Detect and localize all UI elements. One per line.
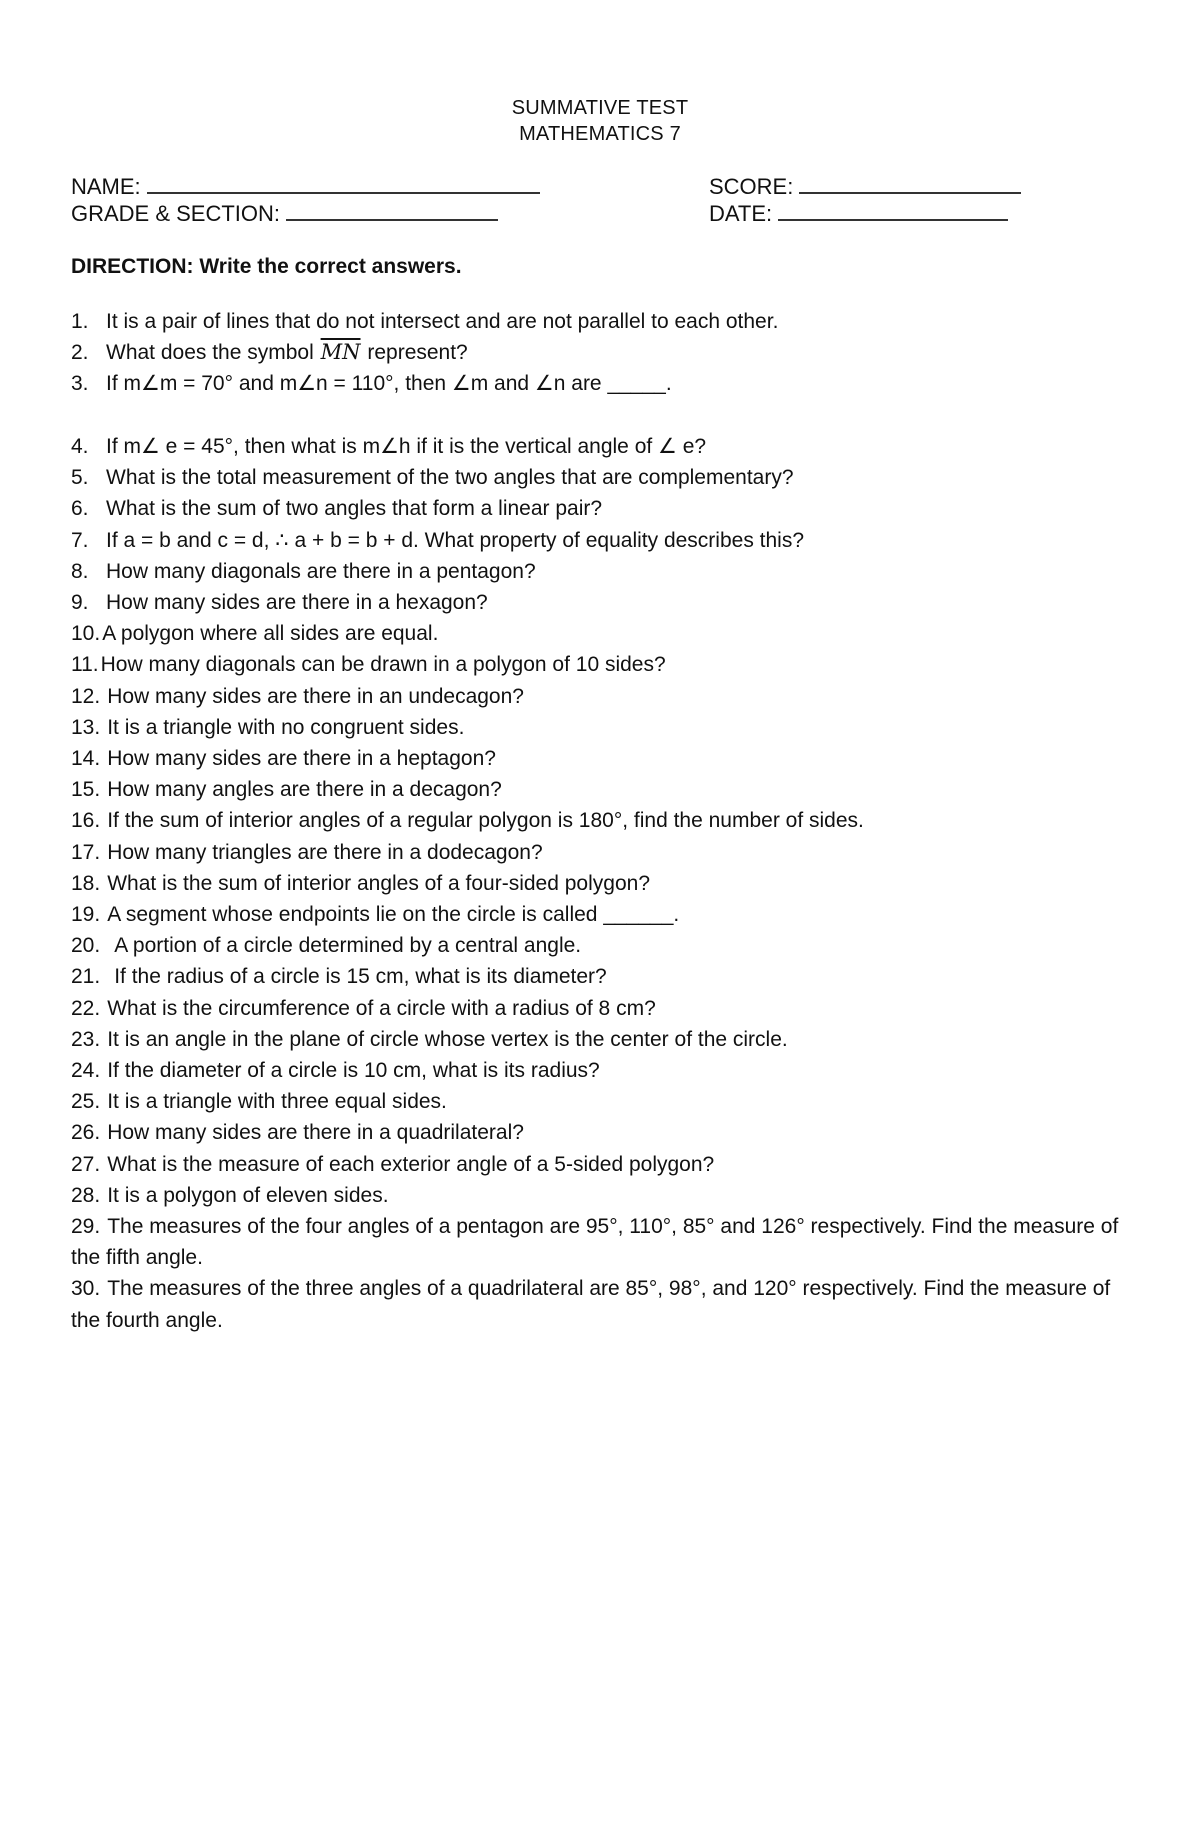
question-text: If the sum of interior angles of a regular polygon is 180°, find the number of sides. (107, 809, 864, 833)
question-item (71, 306, 1131, 337)
question-number: 15. (71, 778, 101, 802)
question-number: 6. (71, 497, 89, 521)
question-number: 18. (71, 871, 101, 895)
date-field[interactable] (709, 201, 1008, 227)
question-number: 4. (71, 435, 89, 458)
name-label: NAME: (71, 174, 141, 199)
question-number: 16. (71, 809, 101, 833)
question-item (71, 368, 1131, 399)
question-text: The measures of the four angles of a pentagon are 95°, 110°, 85° and 126° respectively. Find the measure of the fifth angle. (71, 1215, 1119, 1270)
question-number: 22. (71, 996, 101, 1020)
question-item (71, 337, 1131, 368)
question-text: What is the measure of each exterior angle of a 5-sided polygon? (107, 1152, 715, 1176)
question-text: How many sides are there in an undecagon? (107, 684, 524, 708)
question-text: How many triangles are there in a dodecagon? (107, 840, 543, 864)
question-text: What is the total measurement of the two angles that are complementary? (106, 466, 794, 490)
score-label: SCORE: (709, 174, 794, 199)
question-number: 13. (71, 715, 101, 739)
question-text: What is the circumference of a circle with a radius of 8 cm? (107, 996, 656, 1020)
question-text: A portion of a circle determined by a central angle. (114, 934, 582, 958)
question-text-before: What does the symbol (106, 341, 314, 365)
question-number: 8. (71, 559, 89, 583)
question-text: If the radius of a circle is 15 cm, what is its diameter? (114, 965, 607, 989)
question-text-after: represent? (367, 341, 468, 365)
question-number: 30. (71, 1277, 101, 1301)
test-title: SUMMATIVE TEST (511, 97, 689, 119)
question-number: 9. (71, 591, 89, 615)
question-text: What is the sum of interior angles of a four-sided polygon? (107, 871, 650, 895)
question-number: 2. (71, 341, 89, 365)
question-number: 3. (71, 372, 89, 396)
grade-section-label: GRADE & SECTION: (71, 201, 281, 226)
question-text: How many sides are there in a heptagon? (107, 747, 496, 771)
score-field[interactable] (709, 174, 1021, 200)
question-text: It is a triangle with three equal sides. (107, 1090, 447, 1114)
question-text: If m∠m = 70° and m∠n = 110°, then ∠m and ∠n are _____. (106, 372, 672, 396)
date-label: DATE: (709, 201, 773, 226)
question-number: 26. (71, 1121, 101, 1145)
question-number: 5. (71, 466, 89, 490)
question-text: How many angles are there in a decagon? (107, 778, 502, 802)
question-number: 19. (71, 903, 101, 927)
question-text: It is a pair of lines that do not intersect and are not parallel to each other. (106, 310, 779, 333)
question-text: It is a triangle with no congruent sides. (107, 715, 465, 739)
date-blank[interactable] (778, 203, 1008, 221)
question-list-1 (71, 306, 1131, 400)
question-number: 20. (71, 934, 101, 958)
question-number: 25. (71, 1090, 101, 1114)
question-number: 7. (71, 528, 89, 552)
question-number: 17. (71, 840, 101, 864)
direction-text: DIRECTION: Write the correct answers. (71, 255, 462, 278)
question-number: 10. (71, 622, 101, 646)
question-number: 23. (71, 1027, 101, 1051)
question-number: 24. (71, 1059, 101, 1083)
question-number: 11. (71, 653, 99, 677)
grade-section-blank[interactable] (286, 203, 498, 221)
question-number: 29. (71, 1215, 101, 1239)
question-number: 14. (71, 747, 101, 771)
question-number: 1. (71, 310, 89, 333)
question-text: It is a polygon of eleven sides. (107, 1183, 389, 1207)
grade-section-field[interactable] (71, 201, 498, 227)
question-text: A polygon where all sides are equal. (102, 622, 439, 646)
question-text: If a = b and c = d, ∴ a + b = b + d. What property of equality describes this? (106, 528, 805, 552)
question-text: How many diagonals can be drawn in a polygon of 10 sides? (100, 653, 666, 677)
score-blank[interactable] (799, 176, 1021, 194)
question-number: 21. (71, 965, 101, 989)
name-blank[interactable] (147, 176, 540, 194)
question-number: 12. (71, 684, 101, 708)
question-number: 28. (71, 1183, 101, 1207)
question-list-2 (71, 431, 1131, 1336)
name-field[interactable] (71, 174, 540, 200)
subject-title: MATHEMATICS 7 (519, 123, 681, 145)
question-text: A segment whose endpoints lie on the circle is called ______. (107, 903, 680, 927)
question-text: How many sides are there in a quadrilateral? (107, 1121, 524, 1145)
question-text: If the diameter of a circle is 10 cm, what is its radius? (107, 1059, 600, 1083)
question-number: 27. (71, 1152, 101, 1176)
question-text: The measures of the three angles of a quadrilateral are 85°, 98°, and 120° respectively. Find the measure of the fourth angle. (71, 1277, 1111, 1332)
question-text: What is the sum of two angles that form a linear pair? (106, 497, 603, 521)
question-text: It is an angle in the plane of circle whose vertex is the center of the circle. (107, 1027, 788, 1051)
question-text: How many diagonals are there in a pentagon? (106, 559, 536, 583)
segment-symbol: $\overline{MN}$ (320, 340, 361, 365)
question-text: How many sides are there in a hexagon? (106, 591, 488, 615)
question-text: If m∠ e = 45°, then what is m∠h if it is the vertical angle of ∠ e? (106, 435, 707, 458)
